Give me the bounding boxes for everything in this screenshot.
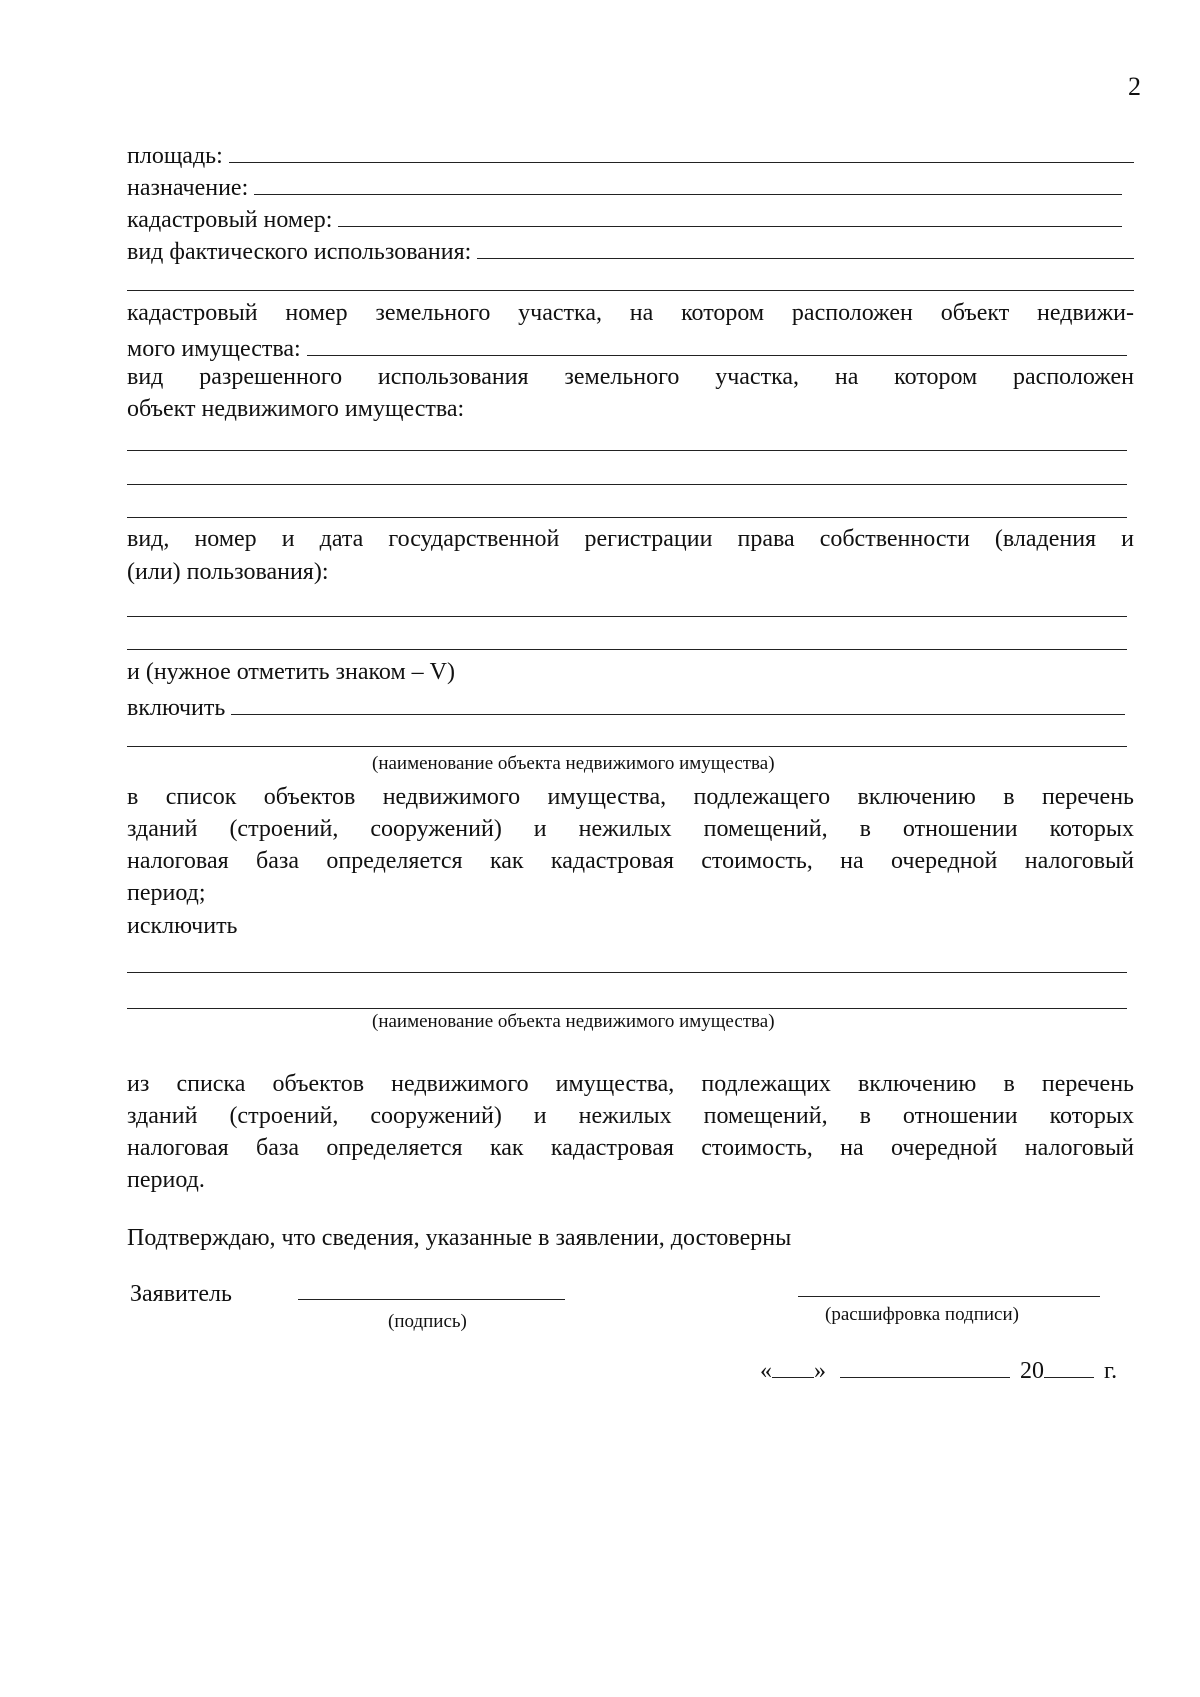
exclude-text-line2-block [127,1100,1134,1132]
include-extra-line[interactable] [127,746,1127,747]
area-input-line[interactable] [229,136,1134,163]
registration-line1: вид, номер и дата государственной регистрации права собственности (владения и [127,526,1134,552]
purpose-label: назначение: [127,175,249,201]
date-row [760,1355,1117,1387]
land-cadastral-input-line[interactable] [307,329,1127,356]
exclude-label: исключить [127,913,238,939]
permitted-use-line1: вид разрешенного использования земельного участка, на котором расположен [127,364,1134,390]
land-cadastral-field [127,329,1127,365]
signature-caption: (подпись) [388,1311,467,1332]
exclude-caption: (наименование объекта недвижимого имущества) [372,1011,775,1032]
land-cadastral-text [127,297,1134,329]
year-prefix: 20 [1020,1358,1044,1384]
include-text-line4: период; [127,880,206,906]
confirmation-text: Подтверждаю, что сведения, указанные в заявлении, достоверны [127,1225,792,1251]
include-text-line3-block [127,845,1134,877]
decryption-caption: (расшифровка подписи) [825,1304,1019,1325]
permitted-use-line1-block [127,361,1134,393]
day-blank[interactable] [772,1355,814,1378]
decryption-line[interactable] [798,1296,1100,1297]
cadastral-number-input-line[interactable] [338,200,1122,227]
include-caption: (наименование объекта недвижимого имущества) [372,753,775,774]
include-text-line3: налоговая база определяется как кадастровая стоимость, на очередной налоговый [127,848,1134,874]
registration-line-a[interactable] [127,616,1127,617]
exclude-line-b[interactable] [127,1008,1127,1009]
area-field [127,136,1134,172]
mark-instruction: и (нужное отметить знаком – V) [127,659,455,685]
land-cadastral-line2: мого имущества: [127,336,301,362]
registration-line-b[interactable] [127,649,1127,650]
signature-line[interactable] [298,1299,565,1300]
date-open-quote: « [760,1358,772,1384]
include-input-line[interactable] [231,688,1125,715]
exclude-text-line3: налоговая база определяется как кадастровая стоимость, на очередной налоговый [127,1135,1134,1161]
exclude-text-line1-block [127,1068,1134,1100]
actual-use-label: вид фактического использования: [127,239,472,265]
date-close-quote: » [814,1358,826,1384]
include-label: включить [127,695,226,721]
year-suffix: г. [1104,1358,1118,1384]
exclude-line-a[interactable] [127,972,1127,973]
exclude-text-line3-block [127,1132,1134,1164]
include-text-line1-block [127,781,1134,813]
include-text-line1: в список объектов недвижимого имущества, подлежащего включению в перечень [127,784,1134,810]
exclude-text-line4: период. [127,1167,205,1193]
permitted-use-line2: объект недвижимого имущества: [127,396,465,422]
include-field [127,688,1125,724]
cadastral-number-field [127,200,1122,236]
purpose-field [127,168,1122,204]
applicant-label: Заявитель [130,1281,232,1307]
actual-use-input-line[interactable] [477,232,1134,259]
cadastral-number-label: кадастровый номер: [127,207,333,233]
include-text-line2-block [127,813,1134,845]
month-blank[interactable] [840,1355,1010,1378]
exclude-text-line1: из списка объектов недвижимого имущества, подлежащих включению в перечень [127,1071,1134,1097]
actual-use-extra-line[interactable] [127,290,1134,291]
actual-use-field [127,232,1134,268]
exclude-text-line2: зданий (строений, сооружений) и нежилых помещений, в отношении которых [127,1103,1134,1129]
include-text-line2: зданий (строений, сооружений) и нежилых помещений, в отношении которых [127,816,1134,842]
permitted-use-line-c[interactable] [127,517,1127,518]
land-cadastral-line1: кадастровый номер земельного участка, на котором расположен объект недвижи- [127,300,1134,326]
purpose-input-line[interactable] [254,168,1122,195]
permitted-use-line-b[interactable] [127,484,1127,485]
permitted-use-line-a[interactable] [127,450,1127,451]
year-blank[interactable] [1044,1355,1094,1378]
registration-line2: (или) пользования): [127,559,329,585]
page-number: 2 [1128,72,1141,101]
area-label: площадь: [127,143,223,169]
registration-line1-block [127,523,1134,555]
